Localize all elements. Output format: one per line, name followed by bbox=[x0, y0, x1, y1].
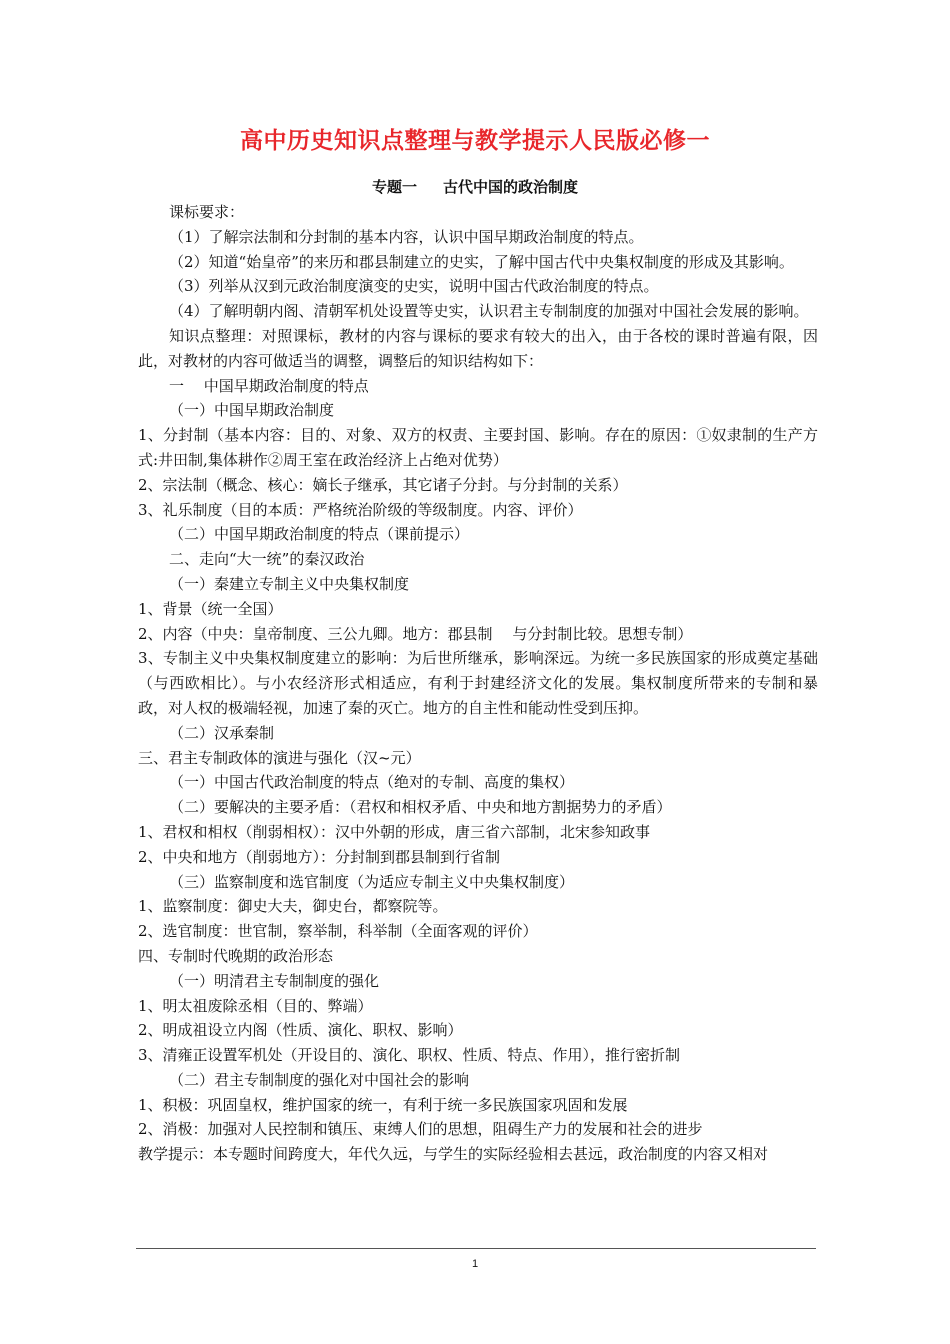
paragraph: （三）监察制度和选官制度（为适应专制主义中央集权制度） bbox=[169, 872, 575, 891]
paragraph: 1、君权和相权（削弱相权）：汉中外朝的形成，唐三省六部制，北宋参知政事 bbox=[138, 822, 651, 841]
paragraph: （二）君主专制制度的强化对中国社会的影响 bbox=[169, 1070, 470, 1089]
paragraph: 课标要求： bbox=[169, 203, 245, 221]
paragraph: （2）知道“始皇帝”的来历和郡县制建立的史实，了解中国古代中央集权制度的形成及其影响。 bbox=[169, 252, 794, 271]
paragraph: 2、消极：加强对人民控制和镇压、束缚人们的思想，阻碍生产力的发展和社会的进步 bbox=[138, 1120, 703, 1139]
paragraph: （一）中国早期政治制度 bbox=[169, 401, 335, 420]
paragraph: 1、分封制（基本内容：目的、对象、双方的权责、主要封国、影响。存在的原因：①奴隶制的生产方式:井田制,集体耕作②周王室在政治经济上占绝对优势） bbox=[138, 426, 818, 469]
paragraph: 1、背景（统一全国） bbox=[138, 599, 283, 618]
paragraph: 四、专制时代晚期的政治形态 bbox=[138, 946, 334, 965]
paragraph: 3、专制主义中央集权制度建立的影响：为后世所继承，影响深远。为统一多民族国家的形成奠定基础（与西欧相比）。与小农经济形式相适应，有利于封建经济文化的发展。集权制度所带来的专制和暴政，对人权的极端轻视，加速了秦的灭亡。地方的自主性和能动性受到压抑。 bbox=[138, 649, 818, 717]
section-title: 古代中国的政治制度 bbox=[443, 178, 579, 196]
paragraph: 教学提示：本专题时间跨度大，年代久远，与学生的实际经验相去甚远，政治制度的内容又相对 bbox=[138, 1145, 769, 1164]
paragraph: （1）了解宗法制和分封制的基本内容，认识中国早期政治制度的特点。 bbox=[169, 227, 644, 246]
paragraph: 2、中央和地方（削弱地方）：分封制到郡县制到行省制 bbox=[138, 847, 501, 866]
paragraph: （4）了解明朝内阁、清朝军机处设置等史实，认识君主专制制度的加强对中国社会发展的影响。 bbox=[169, 302, 809, 321]
paragraph: 知识点整理：对照课标，教材的内容与课标的要求有较大的出入，由于各校的课时普遍有限，因此，对教材的内容可做适当的调整，调整后的知识结构如下： bbox=[138, 326, 818, 370]
paragraph: 二、走向“大一统”的秦汉政治 bbox=[169, 550, 365, 569]
paragraph: 2、内容（中央：皇帝制度、三公九卿。地方：郡县制 与分封制比较。思想专制） bbox=[138, 624, 693, 643]
section-heading bbox=[0, 176, 950, 197]
paragraph: （二）汉承秦制 bbox=[169, 723, 275, 742]
paragraph: 3、礼乐制度（目的本质：严格统治阶级的等级制度。内容、评价） bbox=[138, 500, 583, 519]
paragraph: （一）中国古代政治制度的特点（绝对的专制、高度的集权） bbox=[169, 773, 575, 792]
paragraph: 3、清雍正设置军机处（开设目的、演化、职权、性质、特点、作用），推行密折制 bbox=[138, 1046, 681, 1065]
paragraph: （3）列举从汉到元政治制度演变的史实，说明中国古代政治制度的特点。 bbox=[169, 277, 659, 296]
footer-divider bbox=[136, 1248, 816, 1249]
paragraph: 三、君主专制政体的演进与强化（汉~元） bbox=[138, 748, 421, 767]
paragraph: 2、明成祖设立内阁（性质、演化、职权、影响） bbox=[138, 1021, 463, 1040]
paragraph: 一 中国早期政治制度的特点 bbox=[169, 376, 369, 395]
paragraph: （一）秦建立专制主义中央集权制度 bbox=[169, 574, 410, 593]
paragraph: 2、宗法制（概念、核心：嫡长子继承，其它诸子分封。与分封制的关系） bbox=[138, 475, 628, 494]
paragraph: （二）中国早期政治制度的特点（课前提示） bbox=[169, 525, 470, 544]
paragraph: 1、监察制度：御史大夫，御史台，都察院等。 bbox=[138, 897, 448, 916]
page-number: 1 bbox=[471, 1258, 479, 1270]
paragraph: （一）明清君主专制制度的强化 bbox=[169, 971, 380, 990]
section-number: 专题一 bbox=[371, 178, 417, 196]
document-title: 高中历史知识点整理与教学提示人民版必修一 bbox=[240, 128, 710, 154]
paragraph: 2、选官制度：世官制，察举制，科举制（全面客观的评价） bbox=[138, 922, 538, 941]
paragraph: 1、积极：巩固皇权，维护国家的统一，有利于统一多民族国家巩固和发展 bbox=[138, 1095, 628, 1114]
paragraph: （二）要解决的主要矛盾：（君权和相权矛盾、中央和地方割据势力的矛盾） bbox=[169, 798, 672, 817]
paragraph: 1、明太祖废除丞相（目的、弊端） bbox=[138, 996, 373, 1015]
document-body bbox=[138, 200, 818, 1167]
